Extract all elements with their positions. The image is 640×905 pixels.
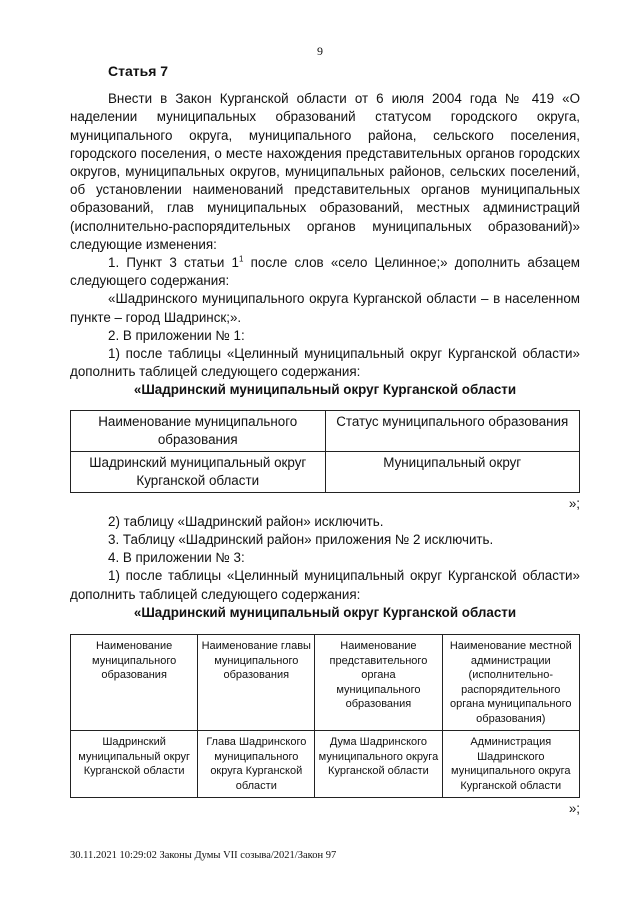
item-1-quote: «Шадринского муниципального округа Курганской области – в населенном пункте – город Шадринск;». bbox=[70, 291, 580, 325]
article-title: Статья 7 bbox=[108, 63, 169, 79]
close-quote: »; bbox=[568, 495, 580, 511]
table-row bbox=[71, 451, 580, 492]
table-cell: Администрация Шадринского муниципального округа Курганской области bbox=[442, 731, 579, 798]
table-cell: Шадринский муниципальный округ Курганской области bbox=[71, 731, 198, 798]
page-number: 9 bbox=[317, 44, 323, 58]
table-header-cell: Статус муниципального образования bbox=[325, 410, 580, 451]
table-header-row bbox=[71, 410, 580, 451]
item-4-1: 1) после таблицы «Целинный муниципальный округ Курганской области» дополнить таблицей следующего содержания: bbox=[70, 568, 580, 602]
table-cell: Глава Шадринского муниципального округа Курганской области bbox=[198, 731, 315, 798]
intro-paragraph: Внести в Закон Курганской области от 6 июля 2004 года № 419 «О наделении муниципальных образований статусом городского округа, муниципального округа, муниципального района, сельского поселения, городского поселения, о месте нахождения представительных органов городских округов, муниципальных округов, муниципальных районов, сельских поселений, об установлении наименований представительных органов муниципальных образований, глав муниципальных образований, местных администраций (исполнительно-распорядительных органов муниципальных образований)» следующие изменения: bbox=[70, 91, 580, 252]
table-cell: Шадринский муниципальный округ Курганской области bbox=[71, 451, 326, 492]
document-body bbox=[70, 62, 580, 818]
item-3: 3. Таблицу «Шадринский район» приложения № 2 исключить. bbox=[108, 532, 494, 548]
close-quote: »; bbox=[568, 801, 580, 817]
table2-title: «Шадринский муниципальный округ Курганской области bbox=[133, 604, 517, 620]
item-1 bbox=[70, 254, 580, 290]
footer-metadata: 30.11.2021 10:29:02 Законы Думы VII созыва/2021/Закон 97 bbox=[70, 850, 337, 861]
table-cell: Муниципальный округ bbox=[325, 451, 580, 492]
table1-title: «Шадринский муниципальный округ Курганской области bbox=[133, 382, 517, 398]
item-1-post: после слов «село Целинное;» дополнить абзацем следующего содержания: bbox=[70, 255, 580, 289]
item-2-2: 2) таблицу «Шадринский район» исключить. bbox=[108, 513, 384, 529]
item-2-1: 1) после таблицы «Целинный муниципальный округ Курганской области» дополнить таблицей следующего содержания: bbox=[70, 346, 580, 380]
item-4: 4. В приложении № 3: bbox=[108, 550, 245, 566]
item-2: 2. В приложении № 1: bbox=[108, 327, 245, 343]
table-header-cell: Наименование муниципального образования bbox=[71, 410, 326, 451]
table-header-row bbox=[71, 635, 580, 731]
item-1-sup: 1 bbox=[239, 254, 244, 264]
table-header-cell: Наименование местной администрации (исполнительно-распорядительного органа муниципального образования) bbox=[442, 635, 579, 731]
table-cell: Дума Шадринского муниципального округа Курганской области bbox=[315, 731, 442, 798]
table-header-cell: Наименование представительного органа муниципального образования bbox=[315, 635, 442, 731]
table-row bbox=[71, 731, 580, 798]
table-header-cell: Наименование главы муниципального образования bbox=[198, 635, 315, 731]
table-header-cell: Наименование муниципального образования bbox=[71, 635, 198, 731]
bodies-table bbox=[70, 634, 580, 798]
status-table bbox=[70, 410, 580, 493]
item-1-pre: 1. Пункт 3 статьи 1 bbox=[108, 255, 240, 271]
